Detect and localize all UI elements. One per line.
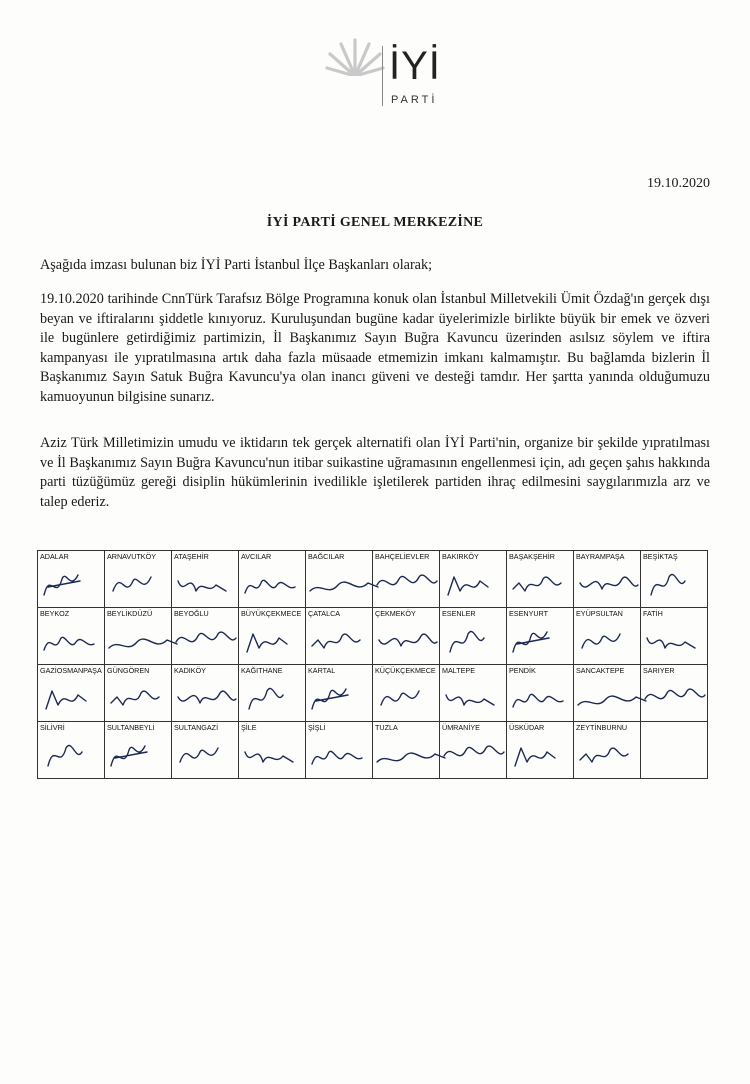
handwritten-signature	[643, 618, 713, 664]
signature-cell	[507, 665, 574, 722]
signature-cell	[172, 608, 239, 665]
district-label: SARIYER	[643, 666, 675, 675]
signature-cell	[641, 722, 708, 779]
district-label: KADIKÖY	[174, 666, 206, 675]
logo-subtitle: PARTİ	[391, 94, 438, 106]
handwritten-signature	[375, 732, 445, 778]
signature-cell	[38, 665, 105, 722]
signature-row	[38, 665, 708, 722]
signature-table	[37, 550, 708, 779]
paragraph-request: Aziz Türk Milletimizin umudu ve iktidarın tek gerçek alternatifi olan İYİ Parti'nin, organize bir şekilde yıpratılması ve İl Başkanımız Sayın Buğra Kavuncu'nun itibar suikastine uğramasının engellenmesi için, adı geçen şahıs hakkında parti tüzüğümüz gereği disiplin hükümlerinin ivedilikle işletilerek partiden ihraç edilmesini saygılarımızla arz ve talep ederiz.	[40, 435, 710, 510]
signature-cell	[574, 551, 641, 608]
handwritten-signature	[241, 675, 311, 721]
handwritten-signature	[375, 561, 445, 607]
signature-cell	[507, 551, 574, 608]
handwritten-signature	[576, 675, 646, 721]
handwritten-signature	[107, 675, 177, 721]
signature-cell	[172, 722, 239, 779]
document-date: 19.10.2020	[647, 176, 710, 191]
signature-cell	[239, 608, 306, 665]
district-label: BAKIRKÖY	[442, 552, 479, 561]
signature-cell	[172, 551, 239, 608]
district-label: GAZİOSMANPAŞA	[40, 666, 102, 675]
district-label: ESENYURT	[509, 609, 549, 618]
signature-cell	[507, 722, 574, 779]
signature-cell	[306, 665, 373, 722]
handwritten-signature	[442, 732, 512, 778]
district-label: ZEYTİNBURNU	[576, 723, 628, 732]
handwritten-signature	[174, 732, 244, 778]
handwritten-signature	[375, 618, 445, 664]
district-label: FATİH	[643, 609, 663, 618]
handwritten-signature	[107, 618, 177, 664]
district-label: BAYRAMPAŞA	[576, 552, 625, 561]
handwritten-signature	[308, 732, 378, 778]
signature-cell	[373, 608, 440, 665]
signature-cell	[440, 608, 507, 665]
handwritten-signature	[174, 618, 244, 664]
district-label: ÇEKMEKÖY	[375, 609, 416, 618]
district-label: ARNAVUTKÖY	[107, 552, 156, 561]
handwritten-signature	[509, 732, 579, 778]
district-label: ESENLER	[442, 609, 476, 618]
district-label: BÜYÜKÇEKMECE	[241, 609, 302, 618]
signature-row	[38, 608, 708, 665]
district-label: ÇATALCA	[308, 609, 341, 618]
handwritten-signature	[576, 561, 646, 607]
signature-cell	[306, 608, 373, 665]
district-label: TUZLA	[375, 723, 398, 732]
signature-cell	[440, 551, 507, 608]
signature-cell	[507, 608, 574, 665]
signature-cell	[574, 665, 641, 722]
signature-cell	[105, 722, 172, 779]
handwritten-signature	[375, 675, 445, 721]
district-label: SANCAKTEPE	[576, 666, 625, 675]
handwritten-signature	[509, 618, 579, 664]
handwritten-signature	[241, 732, 311, 778]
handwritten-signature	[241, 561, 311, 607]
district-label: ÜMRANİYE	[442, 723, 480, 732]
signature-cell	[38, 722, 105, 779]
district-label: BAŞAKŞEHİR	[509, 552, 555, 561]
signature-cell	[641, 551, 708, 608]
party-logo	[325, 32, 455, 127]
signature-row	[38, 722, 708, 779]
district-label: SULTANGAZİ	[174, 723, 219, 732]
district-label: GÜNGÖREN	[107, 666, 150, 675]
signature-cell	[105, 608, 172, 665]
district-label: ŞİŞLİ	[308, 723, 326, 732]
district-label: MALTEPE	[442, 666, 476, 675]
signature-cell	[574, 608, 641, 665]
district-label: EYÜPSULTAN	[576, 609, 623, 618]
handwritten-signature	[509, 561, 579, 607]
district-label: SİLİVRİ	[40, 723, 65, 732]
signature-cell	[38, 608, 105, 665]
signature-cell	[105, 665, 172, 722]
sunburst-icon	[325, 32, 385, 102]
logo-divider	[382, 46, 383, 106]
handwritten-signature	[241, 618, 311, 664]
logo-wordmark: İYİ	[389, 44, 441, 88]
handwritten-signature	[509, 675, 579, 721]
signature-cell	[641, 608, 708, 665]
handwritten-signature	[308, 561, 378, 607]
signature-cell	[306, 722, 373, 779]
district-label: BEYLİKDÜZÜ	[107, 609, 153, 618]
paragraph-statement: 19.10.2020 tarihinde CnnTürk Tarafsız Bölge Programına konuk olan İstanbul Milletvekili Ümit Özdağ'ın gerçek dışı beyan ve iftiralarını şiddetle kınıyoruz. Kuruluşundan bugüne kadar üyelerimizle birlikte büyük bir emek ve özveri ile bugünlere getirdiğimiz partimizin, İl Başkanımız Sayın Buğra Kavuncu üzerinden asılsız söylem ve iftira kampanyası ile yıpratılmasına artık daha fazla müsaade etmemizin imkanı kalmamıştır. Bu bağlamda bizlerin İl Başkanımız Sayın Satuk Buğra Kavuncu'ya olan inancı güveni ve desteği tamdır. Her şartta yanında olduğumuzu kamuoyunun bilgisine sunarız.	[40, 291, 710, 405]
handwritten-signature	[643, 561, 713, 607]
district-label: KÜÇÜKÇEKMECE	[375, 666, 436, 675]
handwritten-signature	[40, 618, 110, 664]
signature-cell	[440, 722, 507, 779]
district-label: BEYKOZ	[40, 609, 70, 618]
signature-cell	[38, 551, 105, 608]
signature-cell	[574, 722, 641, 779]
signature-cell	[239, 665, 306, 722]
district-label: BEŞİKTAŞ	[643, 552, 678, 561]
handwritten-signature	[308, 675, 378, 721]
district-label: ATAŞEHİR	[174, 552, 209, 561]
district-label: ÜSKÜDAR	[509, 723, 545, 732]
document-heading: İYİ PARTİ GENEL MERKEZİNE	[266, 215, 484, 230]
district-label: SULTANBEYLİ	[107, 723, 155, 732]
handwritten-signature	[576, 618, 646, 664]
handwritten-signature	[107, 732, 177, 778]
district-label: KARTAL	[308, 666, 336, 675]
district-label: PENDİK	[509, 666, 536, 675]
handwritten-signature	[442, 618, 512, 664]
district-label: BAĞCILAR	[308, 552, 345, 561]
signature-cell	[373, 722, 440, 779]
handwritten-signature	[40, 561, 110, 607]
handwritten-signature	[576, 732, 646, 778]
paragraph-intro: Aşağıda imzası bulunan biz İYİ Parti İstanbul İlçe Başkanları olarak;	[40, 257, 433, 273]
signature-row	[38, 551, 708, 608]
signature-cell	[105, 551, 172, 608]
handwritten-signature	[442, 561, 512, 607]
signature-cell	[641, 665, 708, 722]
handwritten-signature	[107, 561, 177, 607]
handwritten-signature	[174, 675, 244, 721]
signature-cell	[373, 665, 440, 722]
handwritten-signature	[40, 732, 110, 778]
handwritten-signature	[643, 675, 713, 721]
district-label: KAĞITHANE	[241, 666, 283, 675]
handwritten-signature	[174, 561, 244, 607]
signature-cell	[239, 551, 306, 608]
district-label: ŞİLE	[241, 723, 257, 732]
signature-cell	[440, 665, 507, 722]
handwritten-signature	[308, 618, 378, 664]
district-label: BEYOĞLU	[174, 609, 209, 618]
signature-cell	[306, 551, 373, 608]
signature-cell	[239, 722, 306, 779]
handwritten-signature	[442, 675, 512, 721]
handwritten-signature	[40, 675, 110, 721]
district-label: AVCILAR	[241, 552, 272, 561]
district-label: ADALAR	[40, 552, 69, 561]
district-label: BAHÇELİEVLER	[375, 552, 430, 561]
signature-cell	[172, 665, 239, 722]
signature-cell	[373, 551, 440, 608]
